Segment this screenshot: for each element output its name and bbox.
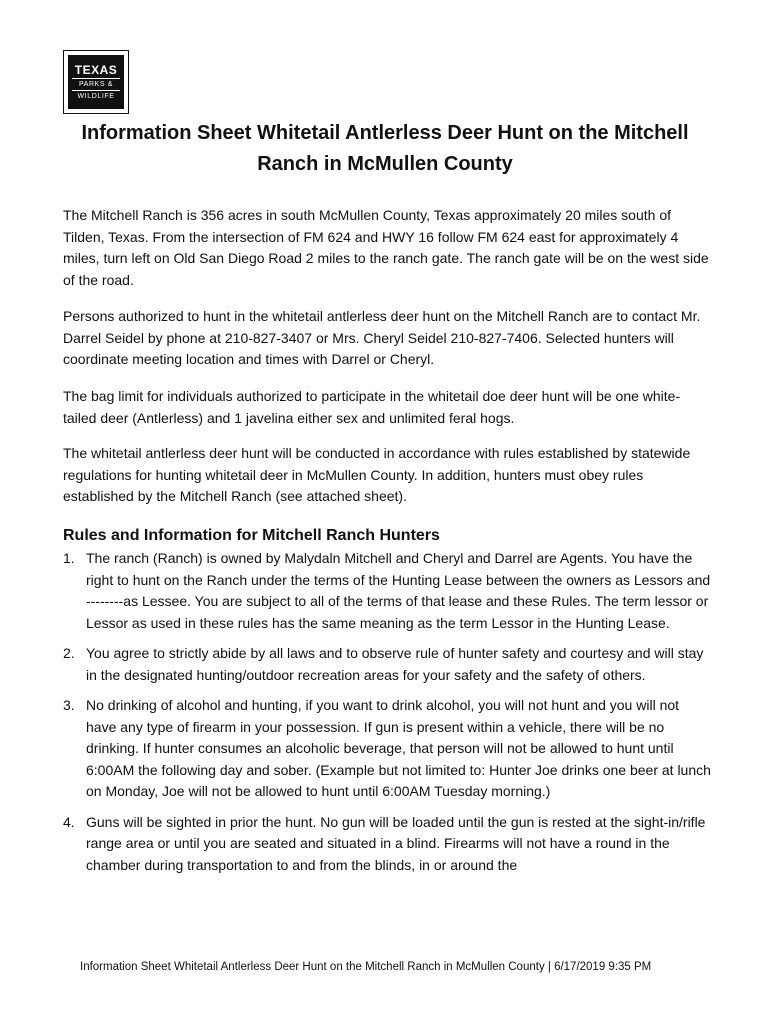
rule-number: 4. bbox=[63, 813, 75, 830]
paragraph-regulations: The whitetail antlerless deer hunt will be conducted in accordance with rules established by statewide regulations for hunting whitetail deer in McMullen County. In addition, hunters must obey rules established by the Mitchell Ranch (see attached sheet). bbox=[63, 445, 691, 504]
logo-badge bbox=[68, 55, 124, 109]
logo-text-texas: TEXAS bbox=[74, 62, 118, 77]
rule-item bbox=[63, 695, 713, 803]
logo-divider bbox=[72, 90, 120, 91]
logo-divider bbox=[72, 78, 120, 79]
rule-text: Guns will be sighted in prior the hunt. No gun will be loaded until the gun is rested at the sight-in/rifle range area or until you are seated and situated in a blind. Firearms will not have a round in the chamber during transportation to and from the blinds, in or around the bbox=[86, 813, 706, 873]
rules-heading: Rules and Information for Mitchell Ranch Hunters bbox=[63, 527, 440, 544]
rule-text: The ranch (Ranch) is owned by Malydaln Mitchell and Cheryl and Darrel are Agents. You have the right to hunt on the Ranch under the terms of the Hunting Lease between the owners as Lessors and --------as Lessee. You are subject to all of the terms of that lease and these Rules. The term lessor or Lessor as used in these rules has the same meaning as the term Lessor in the Hunting Lease. bbox=[86, 550, 711, 631]
paragraph-location: The Mitchell Ranch is 356 acres in south McMullen County, Texas approximately 20 miles south of Tilden, Texas. From the intersection of FM 624 and HWY 16 follow FM 624 east for approximately 4 miles, turn left on Old San Diego Road 2 miles to the ranch gate. The ranch gate will be on the west side of the road. bbox=[63, 207, 709, 288]
rule-number: 3. bbox=[63, 697, 75, 713]
page-footer: Information Sheet Whitetail Antlerless Deer Hunt on the Mitchell Ranch in McMullen County | 6/17/2019 9:35 PM bbox=[80, 961, 652, 973]
rule-number: 2. bbox=[63, 645, 75, 661]
rule-text: You agree to strictly abide by all laws and to observe rule of hunter safety and courtesy and will stay in the designated hunting/outdoor recreation areas for your safety and the safety of others. bbox=[86, 645, 704, 683]
rule-item bbox=[63, 812, 713, 877]
logo-text-parks: PARKS & bbox=[78, 80, 114, 88]
rule-item bbox=[63, 643, 713, 686]
paragraph-bag-limit: The bag limit for individuals authorized to participate in the whitetail doe deer hunt will be one white-tailed deer (Antlerless) and 1 javelina either sex and unlimited feral hogs. bbox=[63, 388, 681, 426]
rules-list bbox=[63, 548, 713, 885]
rule-number: 1. bbox=[63, 550, 75, 566]
tpwd-logo bbox=[63, 50, 129, 114]
rule-item bbox=[63, 548, 713, 634]
paragraph-contacts: Persons authorized to hunt in the whitetail antlerless deer hunt on the Mitchell Ranch are to contact Mr. Darrel Seidel by phone at 210-827-3407 or Mrs. Cheryl Seidel 210-827-7406. Selected hunters will coordinate meeting location and times with Darrel or Cheryl. bbox=[63, 308, 701, 367]
rule-text: No drinking of alcohol and hunting, if you want to drink alcohol, you will not hunt and you will not have any type of firearm in your possession. If gun is present within a vehicle, there will be no drinking. If hunter consumes an alcoholic beverage, that person will not be allowed to hunt until 6:00AM the following day and sober. (Example but not limited to: Hunter Joe drinks one beer at lunch on Monday, Joe will not be allowed to hunt until 6:00AM Tuesday morning.) bbox=[86, 697, 711, 799]
document-title: Information Sheet Whitetail Antlerless Deer Hunt on the Mitchell Ranch in McMullen County bbox=[81, 122, 689, 175]
logo-text-wildlife: WILDLIFE bbox=[77, 92, 115, 100]
